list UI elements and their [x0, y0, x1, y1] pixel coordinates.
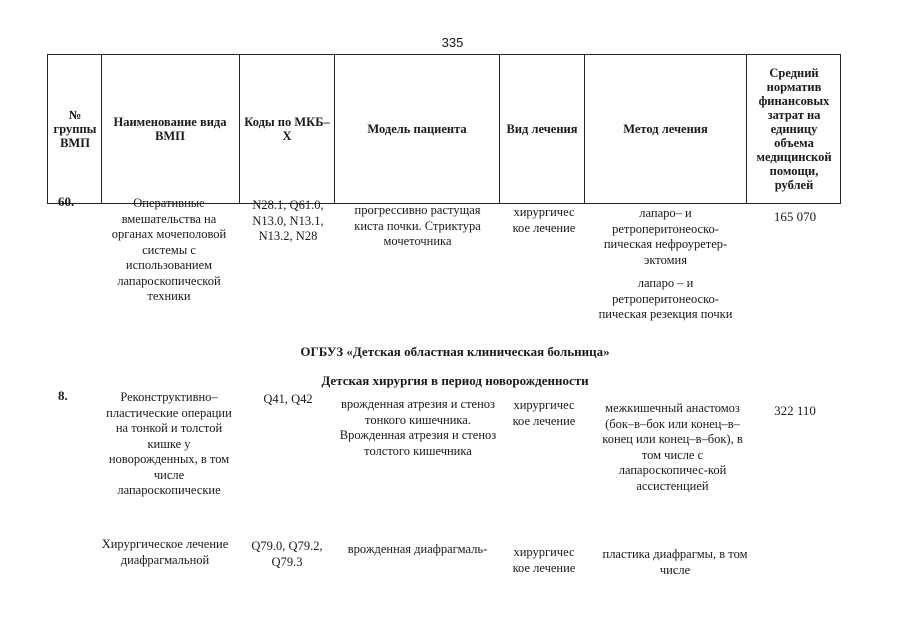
- page-number: 335: [441, 35, 464, 50]
- subsection-title: Детская хирургия в период новорожденности: [321, 373, 589, 388]
- header-average-cost: Средний норматив финансовых затрат на единицу объема медицинской помощи, рублей: [756, 66, 832, 192]
- col-divider: [239, 54, 240, 204]
- section-title: ОГБУЗ «Детская областная клиническая больница»: [300, 344, 610, 359]
- row-group-number: 8.: [58, 388, 68, 403]
- row-patient-model: врожденная атрезия и стеноз тонкого кишечника. Врожденная атрезия и стеноз толстого кишечника: [339, 397, 497, 458]
- header-patient-model: Модель пациента: [367, 122, 467, 136]
- col-divider: [101, 54, 102, 204]
- header-treatment-type: Вид лечения: [506, 122, 578, 136]
- header-group-number: № группы ВМП: [53, 108, 97, 150]
- row-cost: 165 070: [773, 209, 817, 224]
- row-vmp-name: Оперативные вмешательства на органах мочеполовой системы с использованием лапароскопической техники: [111, 196, 227, 303]
- row-icd-codes: Q79.0, Q79.2, Q79.3: [251, 539, 323, 569]
- row-method-item: лапаро– и ретроперитонеоско-пическая нефроуретер-эктомия: [603, 206, 728, 267]
- row-treatment-methods: [588, 206, 743, 323]
- header-vmp-type: Наименование вида ВМП: [113, 115, 227, 143]
- col-divider: [334, 54, 335, 204]
- row-method-item: лапаро – и ретроперитонеоско-пическая резекция почки: [598, 276, 733, 321]
- row-treatment-type: хирургичес кое лечение: [512, 545, 576, 575]
- row-cost: 322 110: [774, 403, 816, 418]
- row-patient-model: прогрессивно растущая киста почки. Стриктура мочеточника: [354, 203, 481, 248]
- col-divider: [746, 54, 747, 204]
- row-patient-model: врожденная диафрагмаль-: [347, 542, 488, 556]
- row-group-number: 60.: [58, 194, 75, 209]
- row-treatment-type: хирургичес кое лечение: [512, 205, 576, 235]
- col-divider: [584, 54, 585, 204]
- col-divider: [499, 54, 500, 204]
- table-top-border: [47, 54, 841, 55]
- row-treatment-type: хирургичес кое лечение: [512, 398, 576, 428]
- row-icd-codes: N28.1, Q61.0, N13.0, N13.1, N13.2, N28: [252, 198, 324, 243]
- row-treatment-method: пластика диафрагмы, в том числе: [602, 547, 748, 577]
- col-divider: [840, 54, 841, 204]
- header-icd-codes: Коды по МКБ–Х: [244, 115, 330, 143]
- col-divider: [47, 54, 48, 204]
- row-vmp-name: Хирургическое лечение диафрагмальной: [101, 537, 229, 567]
- header-treatment-method: Метод лечения: [623, 122, 708, 136]
- row-vmp-name: Реконструктивно–пластические операции на тонкой и толстой кишке у новорожденных, в том числе лапароскопические: [106, 390, 232, 497]
- row-icd-codes: Q41, Q42: [263, 392, 313, 406]
- row-treatment-method: межкишечный анастомоз (бок–в–бок или конец–в–конец или конец–в–бок), в том числе с лапароскопичес-кой ассистенцией: [602, 401, 743, 493]
